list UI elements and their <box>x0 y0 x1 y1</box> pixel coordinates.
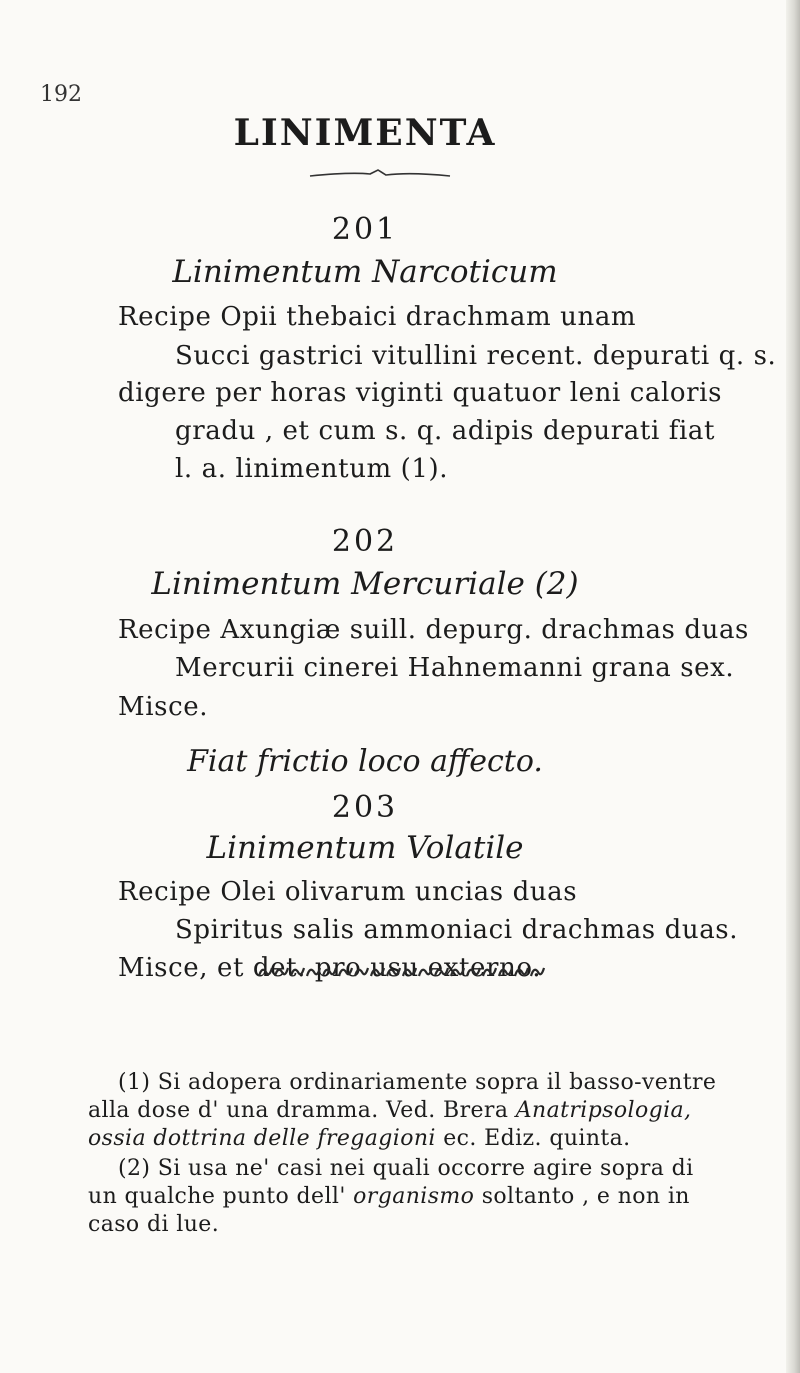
separator-flourish <box>355 968 368 976</box>
recipe-line: gradu , et cum s. q. adipis depurati fiat <box>175 416 716 446</box>
separator-flourish <box>467 968 480 976</box>
footnote-2-line: (2) Si usa ne' casi nei quali occorre agire sopra di <box>118 1156 694 1181</box>
entry-title-narcoticum: Linimentum Narcoticum <box>172 254 558 290</box>
footnote-1-line <box>88 1126 631 1151</box>
recipe-line: Recipe Olei olivarum uncias duas <box>118 877 578 907</box>
recipe-line: Misce. <box>118 692 209 722</box>
separator-flourish <box>323 968 336 976</box>
separator-flourish <box>291 968 304 976</box>
separator-flourish <box>435 968 448 976</box>
separator-flourish <box>515 968 528 976</box>
page-number: 192 <box>40 82 82 107</box>
recipe-line: Recipe Opii thebaici drachmam unam <box>118 302 637 332</box>
footnote-1-line: (1) Si adopera ordinariamente sopra il basso-ventre <box>118 1070 717 1095</box>
separator-flourish <box>499 968 512 976</box>
separator-flourish <box>419 968 432 976</box>
separator-flourish <box>275 968 288 976</box>
separator-flourish <box>451 968 464 976</box>
recipe-line: Recipe Axungiæ suill. depurg. drachmas duas <box>118 615 749 645</box>
footnote-2-line <box>88 1184 690 1209</box>
separator-flourish <box>371 968 384 976</box>
entry-number-201: 201 <box>331 212 399 247</box>
ornamental-separator <box>255 964 545 980</box>
footnote-text: soltanto , e non in <box>474 1184 690 1209</box>
separator-flourish <box>259 968 272 976</box>
footnote-italic: Anatripsologia, <box>515 1098 692 1123</box>
entry-title-mercuriale: Linimentum Mercuriale (2) <box>151 566 579 602</box>
ornament-rule <box>300 166 460 180</box>
entry-number-203: 203 <box>331 790 399 825</box>
footnote-italic: ossia dottrina delle fregagioni <box>88 1126 436 1151</box>
separator-flourish <box>531 968 544 976</box>
separator-flourish <box>403 968 416 976</box>
entry-number-202: 202 <box>331 524 399 559</box>
recipe-line: l. a. linimentum (1). <box>175 454 449 484</box>
separator-flourish <box>483 968 496 976</box>
separator-flourish <box>387 968 400 976</box>
footnote-text: un qualche punto dell' <box>88 1184 354 1209</box>
footnote-2-line: caso di lue. <box>88 1212 220 1237</box>
footnote-1-line <box>88 1098 691 1123</box>
recipe-line: Mercurii cinerei Hahnemanni grana sex. <box>175 653 735 683</box>
entry-title-volatile: Linimentum Volatile <box>206 830 524 866</box>
recipe-line: Succi gastrici vitullini recent. depurati q. s. <box>175 341 777 371</box>
page-edge <box>786 0 800 1373</box>
separator-flourish <box>339 968 352 976</box>
footnote-text: alla dose d' una dramma. Ved. Brera <box>88 1098 516 1123</box>
running-head: LINIMENTA <box>233 112 497 154</box>
italic-instruction: Fiat frictio loco affecto. <box>187 744 543 779</box>
recipe-line: Misce, et det. pro usu externo. <box>118 953 542 983</box>
footnote-text: ec. Ediz. quinta. <box>435 1126 631 1151</box>
separator-flourish <box>307 968 320 976</box>
recipe-line: digere per horas viginti quatuor leni caloris <box>118 378 723 408</box>
recipe-line: Spiritus salis ammoniaci drachmas duas. <box>175 915 739 945</box>
footnote-italic: organismo <box>353 1184 475 1209</box>
